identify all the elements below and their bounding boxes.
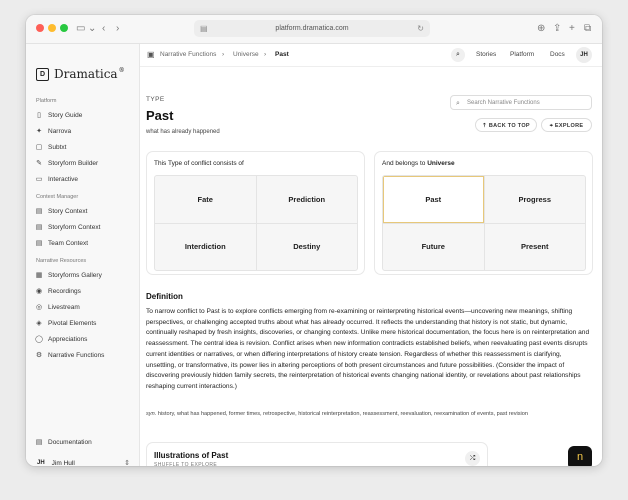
minimize-window-button[interactable]	[48, 24, 56, 32]
definition-text: To narrow conflict to Past is to explore conflicts emerging from re-examining or reinterpreting historical events—uncovering new meanings, shifting perspectives, or challenging accepted truths about what has already occurred. It reflects the understanding that history is not static, but dynamic, continually reshaped by fresh insights, discoveries, or changing contexts. Unlike mere historical documentation, the focus here is on reinterpretation and reassessment. The central idea is revision. Conflict arises when new information contradicts established beliefs, when reevaluating past events disrupts current identities or narratives, or when differing interpretations of history create tension. Regardless of whether this reassessment is clarifying, unsettling, or transformative, its power lies in altering perceptions of both present circumstances and future possibilities. (Consider the impact of discovering previously hidden family secrets, the reinterpretation of historical events changing national identity, or revelations about past relationships reshaping current interactions.)	[146, 308, 590, 390]
definition-heading: Definition	[146, 292, 183, 301]
breadcrumb-past: Past	[275, 51, 289, 58]
illustrations-card	[146, 442, 488, 466]
sidebar	[26, 44, 140, 466]
narrova-chat-button[interactable]: n	[568, 446, 592, 466]
sidebar-item-narrova[interactable]: ✦ Narrova	[34, 124, 132, 138]
chevron-down-icon[interactable]: ⌄	[88, 23, 97, 34]
card-title: And belongs to Universe	[382, 160, 455, 167]
breadcrumb-separator-icon: ›	[264, 51, 267, 58]
logo[interactable]	[36, 66, 125, 82]
cell-prediction[interactable]: Prediction	[257, 176, 358, 223]
cell-future[interactable]: Future	[383, 224, 484, 271]
download-icon[interactable]: ⊕	[537, 23, 546, 34]
sidebar-item-storyforms-gallery[interactable]: ▦ Storyforms Gallery	[35, 271, 102, 279]
sidebar-section-platform: Platform	[36, 98, 57, 104]
nav-stories[interactable]: Stories	[476, 51, 497, 58]
avatar: JH	[37, 460, 45, 466]
page-title: Past	[146, 108, 174, 123]
gear-icon: ⚙	[35, 352, 43, 359]
illustrations-subtitle: SHUFFLE TO EXPLORE	[154, 462, 218, 466]
cell-progress[interactable]: Progress	[485, 176, 586, 223]
sidebar-item-team-context[interactable]: ▤ Team Context	[35, 239, 89, 247]
doc-icon: ▤	[35, 240, 43, 247]
url-bar[interactable]	[194, 20, 430, 37]
sparkle-icon: ✦	[36, 128, 42, 135]
illustrations-title: Illustrations of Past	[154, 451, 229, 460]
cell-present[interactable]: Present	[485, 224, 586, 271]
doc-icon: ▤	[35, 208, 43, 215]
close-window-button[interactable]	[36, 24, 44, 32]
sidebar-section-narrative-resources: Narrative Resources	[36, 258, 87, 264]
sidebar-item-storyform-context[interactable]: ▤ Storyform Context	[35, 223, 101, 231]
cell-interdiction[interactable]: Interdiction	[155, 224, 256, 271]
belongs-grid	[382, 175, 586, 271]
search-icon: ⌕	[456, 100, 460, 107]
back-icon[interactable]: ‹	[102, 23, 106, 34]
page-subtitle: what has already happened	[146, 129, 220, 135]
card-title: This Type of conflict consists of	[154, 160, 244, 167]
upload-icon: ⇡	[482, 123, 489, 129]
synonyms-text: syn. history, what has happened, former times, retrospective, historical reinterpretation, reassessment, reevaluation, reexamination of events, past revision	[146, 411, 529, 417]
sidebar-item-pivotal-elements[interactable]: ◈ Pivotal Elements	[34, 316, 132, 330]
doc-icon: ▤	[35, 439, 43, 446]
sidebar-section-context-manager: Context Manager	[36, 194, 79, 200]
explore-button[interactable]: ⌖ EXPLORE	[541, 118, 592, 132]
conflict-card	[146, 151, 365, 275]
mic-icon: ◉	[35, 288, 43, 295]
chevron-up-down-icon: ⇕	[124, 460, 130, 466]
user-menu[interactable]	[34, 456, 132, 466]
nav-docs[interactable]: Docs	[550, 51, 565, 58]
page-settings-icon[interactable]: ▤	[200, 24, 208, 33]
logo-mark: D	[36, 68, 49, 81]
type-label: TYPE	[146, 96, 165, 103]
sidebar-item-recordings[interactable]: ◉ Recordings	[35, 287, 81, 295]
cell-fate[interactable]: Fate	[155, 176, 256, 223]
url-text: platform.dramatica.com	[275, 25, 349, 32]
breadcrumb-universe[interactable]: Universe	[233, 51, 259, 58]
breadcrumb-separator-icon: ›	[222, 51, 225, 58]
sidebar-item-story-guide[interactable]: ▯ Story Guide	[34, 108, 132, 122]
sidebar-item-interactive[interactable]: ▭ Interactive	[35, 175, 78, 183]
sidebar-toggle-icon[interactable]: ▭	[76, 23, 86, 34]
sidebar-item-narrative-functions[interactable]: ⚙ Narrative Functions	[35, 351, 105, 359]
reload-icon[interactable]: ↻	[417, 24, 424, 33]
sidebar-toggle-icon[interactable]: ▣	[147, 50, 155, 59]
main-content	[140, 67, 602, 466]
belongs-card	[374, 151, 593, 275]
logo-text: Dramatica®	[54, 67, 125, 81]
sidebar-item-subtxt[interactable]: ▢ Subtxt	[35, 143, 67, 151]
sidebar-item-livestream[interactable]: ◎ Livestream	[35, 303, 80, 311]
sidebar-item-storyform-builder[interactable]: ✎ Storyform Builder	[34, 156, 132, 170]
shuffle-icon[interactable]: ⤮	[465, 451, 480, 466]
user-name: Jim Hull	[51, 459, 75, 466]
window-icon: ▭	[35, 176, 43, 183]
search-placeholder: Search Narrative Functions	[467, 100, 540, 106]
cell-past[interactable]: Past	[383, 176, 484, 223]
zoom-window-button[interactable]	[60, 24, 68, 32]
cell-destiny[interactable]: Destiny	[257, 224, 358, 271]
shapes-icon: ◈	[36, 320, 42, 327]
breadcrumb-narrative-functions[interactable]: Narrative Functions	[160, 51, 217, 58]
search-icon[interactable]: ⌕	[451, 48, 465, 62]
sidebar-item-documentation[interactable]: ▤ Documentation	[35, 438, 92, 446]
sidebar-item-appreciations[interactable]: ◯ Appreciations	[35, 335, 88, 343]
avatar[interactable]: JH	[576, 47, 592, 63]
top-nav	[140, 44, 602, 67]
sidebar-item-story-context[interactable]: ▤ Story Context	[35, 207, 88, 215]
new-tab-icon[interactable]: +	[569, 23, 575, 34]
pen-icon: ✎	[36, 160, 42, 167]
nav-platform[interactable]: Platform	[510, 51, 535, 58]
pin-icon: ◎	[35, 304, 43, 311]
back-to-top-button[interactable]: ⇡ BACK TO TOP	[475, 118, 537, 132]
explore-icon: ⌖	[549, 123, 555, 129]
search-input[interactable]	[450, 95, 592, 110]
share-icon[interactable]: ⇪	[553, 23, 562, 34]
browser-window	[26, 15, 602, 466]
circle-icon: ◯	[35, 336, 43, 343]
tab-overview-icon[interactable]: ⧉	[584, 23, 592, 34]
square-icon: ▢	[35, 144, 43, 151]
doc-icon: ▤	[35, 224, 43, 231]
book-icon: ▯	[37, 112, 41, 119]
browser-toolbar	[26, 15, 602, 44]
conflict-grid	[154, 175, 358, 271]
forward-icon[interactable]: ›	[116, 23, 120, 34]
grid-icon: ▦	[35, 272, 43, 279]
